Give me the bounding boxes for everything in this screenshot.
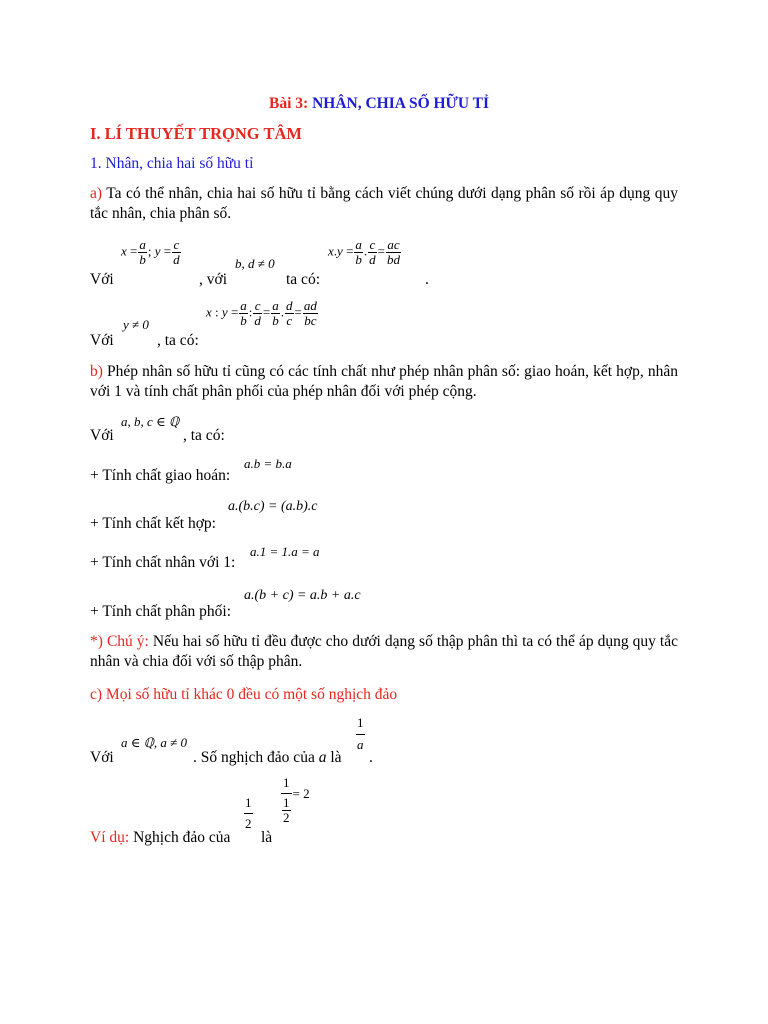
label-comma-voi: , với bbox=[199, 271, 228, 288]
prop-associative: + Tính chất kết hợp: bbox=[90, 515, 216, 532]
label-voi-2: Với bbox=[90, 332, 114, 349]
page-title bbox=[269, 94, 489, 114]
formula-associative: a.(b.c) = (a.b).c bbox=[228, 499, 318, 514]
period-2: . bbox=[369, 749, 373, 766]
example-la: là bbox=[261, 829, 273, 846]
prop-commutative: + Tính chất giao hoán: bbox=[90, 467, 231, 484]
label-voi-3: Với bbox=[90, 427, 114, 444]
formula-product: x.y = $\frac{a}{b}$ . $\frac{c}{d}$ = $\frac{ac}{bd}$ bbox=[328, 237, 400, 267]
note-label: *) Chú ý: bbox=[90, 633, 149, 650]
example-text: Nghịch đảo của bbox=[129, 829, 231, 846]
label-voi-4: Với bbox=[90, 749, 114, 766]
subheading-1: 1. Nhân, chia hai số hữu tỉ bbox=[90, 155, 254, 172]
example-line bbox=[90, 828, 230, 848]
formula-abc-in-Q: a, b, c ∈ ℚ bbox=[121, 414, 180, 429]
label-taco-3: , ta có: bbox=[183, 427, 225, 444]
paragraph-a bbox=[90, 184, 678, 224]
label-voi-1: Với bbox=[90, 271, 114, 288]
formula-identity: a.1 = 1.a = a bbox=[250, 544, 320, 559]
formula-one-over-a: $\frac{1}{a}$ bbox=[357, 715, 364, 752]
paragraph-b bbox=[90, 362, 678, 402]
title-main: NHÂN, CHIA SỐ HỮU TỈ bbox=[312, 95, 490, 112]
formula-reciprocal-half: $\frac{1}{\frac{1}{2}}$ = 2 bbox=[283, 775, 310, 825]
text-b: Phép nhân số hữu tỉ cũng có các tính chất như phép nhân phân số: giao hoán, kết hợp, nhân với 1 và tính chất phân phối của phép nhân đối với phép cộng. bbox=[90, 363, 678, 400]
note-text: Nếu hai số hữu tỉ đều được cho dưới dạng số thập phân thì ta có thể áp dụng quy tắc nhân và chia đối với số thập phân. bbox=[90, 633, 678, 670]
formula-bd-ne0: b, d ≠ 0 bbox=[235, 256, 275, 271]
formula-a-in-Q: a ∈ ℚ, a ≠ 0 bbox=[121, 735, 187, 750]
title-prefix: Bài 3: bbox=[269, 95, 313, 112]
note-paragraph bbox=[90, 632, 678, 672]
heading-c: c) Mọi số hữu tỉ khác 0 đều có một số nghịch đảo bbox=[90, 686, 398, 703]
formula-one-half: $\frac{1}{2}$ bbox=[245, 795, 252, 831]
formula-division: x : y = $\frac{a}{b}$ : $\frac{c}{d}$ = $\frac{a}{b}$ . $\frac{d}{c}$ = $\frac{ad}{bc}$ bbox=[206, 298, 317, 328]
section-heading: I. LÍ THUYẾT TRỌNG TÂM bbox=[90, 124, 302, 143]
formula-y-ne0: y ≠ 0 bbox=[123, 317, 149, 332]
text-a: Ta có thể nhân, chia hai số hữu tỉ bằng cách viết chúng dưới dạng phân số rồi áp dụng quy tắc nhân, chia phân số. bbox=[90, 185, 678, 222]
period-1: . bbox=[425, 271, 429, 288]
formula-x-y: x = $\frac{a}{b}$ ; y = $\frac{c}{d}$ bbox=[121, 237, 180, 267]
example-label: Ví dụ: bbox=[90, 829, 130, 846]
formula-commutative: a.b = b.a bbox=[244, 456, 292, 471]
label-a: a) bbox=[90, 185, 103, 202]
label-taco-1: ta có: bbox=[286, 271, 320, 288]
prop-distributive: + Tính chất phân phối: bbox=[90, 603, 232, 620]
label-b: b) bbox=[90, 363, 103, 380]
formula-distributive: a.(b + c) = a.b + a.c bbox=[244, 588, 361, 603]
prop-identity: + Tính chất nhân với 1: bbox=[90, 554, 236, 571]
text-reciprocal: . Số nghịch đảo của a là bbox=[193, 749, 342, 766]
label-taco-2: , ta có: bbox=[157, 332, 199, 349]
